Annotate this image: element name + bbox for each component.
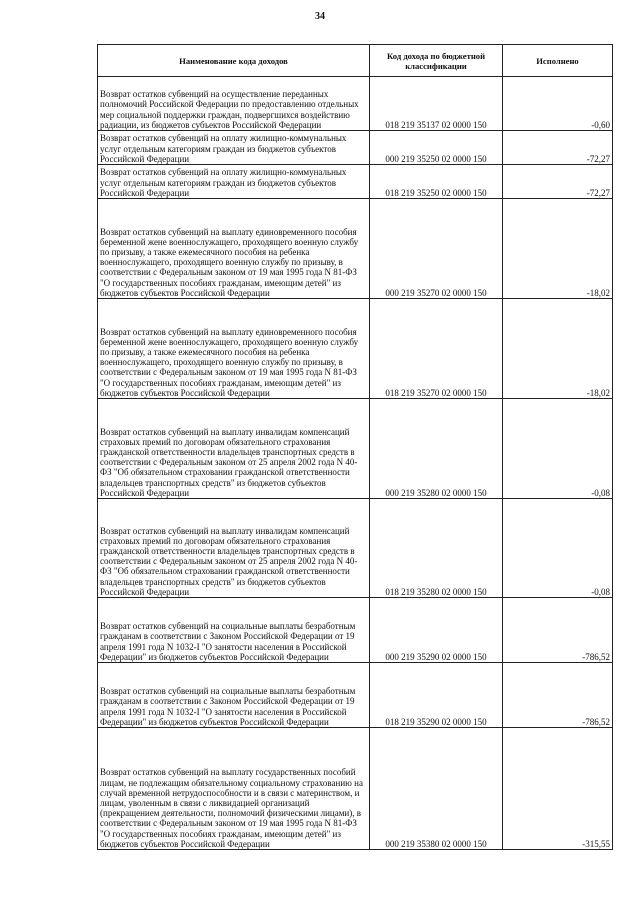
row-executed: -786,52 — [503, 598, 613, 663]
table-row — [98, 199, 613, 299]
row-name: Возврат остатков субвенций на выплату инвалидам компенсаций страховых премий по договорам обязательного страхования гражданской ответственности владельцев транспортных средств в соответствии с Федеральным законом от 25 апреля 2002 года N 40-ФЗ "Об обязательном страховании гражданской ответственности владельцев транспортных средств" из бюджетов субъектов Российской Федерации — [98, 399, 370, 499]
row-code: 000 219 35250 02 0000 150 — [370, 131, 503, 165]
row-name: Возврат остатков субвенций на осуществление переданных полномочий Российской Федерации по предоставлению отдельных мер социальной поддержки граждан, подвергшихся воздействию радиации, из бюджетов субъектов Российской Федерации — [98, 77, 370, 131]
row-code: 000 219 35280 02 0000 150 — [370, 399, 503, 499]
row-name: Возврат остатков субвенций на оплату жилищно-коммунальных услуг отдельным категориям граждан из бюджетов субъектов Российской Федерации — [98, 131, 370, 165]
table-row — [98, 131, 613, 165]
row-name: Возврат остатков субвенций на социальные выплаты безработным гражданам в соответствии с Законом Российской Федерации от 19 апреля 1991 года N 1032-I "О занятости населения в Российской Федерации" из бюджетов субъектов Российской Федерации — [98, 598, 370, 663]
row-executed: -18,02 — [503, 299, 613, 399]
row-executed: -72,27 — [503, 165, 613, 199]
table-row — [98, 299, 613, 399]
row-code: 000 219 35380 02 0000 150 — [370, 728, 503, 850]
row-executed: -0,60 — [503, 77, 613, 131]
row-executed: -0,08 — [503, 499, 613, 598]
row-name: Возврат остатков субвенций на выплату единовременного пособия беременной жене военнослужащего, проходящего военную службу по призыву, а также ежемесячного пособия на ребенка военнослужащего, проходящего военную службу по призыву, в соответствии с Федеральным законом от 19 мая 1995 года N 81-ФЗ "О государственных пособиях гражданам, имеющим детей" из бюджетов субъектов Российской Федерации — [98, 199, 370, 299]
table-row — [98, 499, 613, 598]
table-header-row — [98, 45, 613, 77]
table-row — [98, 399, 613, 499]
row-name: Возврат остатков субвенций на социальные выплаты безработным гражданам в соответствии с Законом Российской Федерации от 19 апреля 1991 года N 1032-I "О занятости населения в Российской Федерации" из бюджетов субъектов Российской Федерации — [98, 663, 370, 728]
row-executed: -0,08 — [503, 399, 613, 499]
header-name: Наименование кода доходов — [98, 45, 370, 77]
row-name: Возврат остатков субвенций на выплату единовременного пособия беременной жене военнослужащего, проходящего военную службу по призыву, а также ежемесячного пособия на ребенка военнослужащего, проходящего военную службу по призыву, в соответствии с Федеральным законом от 19 мая 1995 года N 81-ФЗ "О государственных пособиях гражданам, имеющим детей" из бюджетов субъектов Российской Федерации — [98, 299, 370, 399]
row-executed: -18,02 — [503, 199, 613, 299]
page-number: 34 — [315, 11, 325, 22]
row-code: 000 219 35290 02 0000 150 — [370, 598, 503, 663]
table-row — [98, 165, 613, 199]
table-row — [98, 598, 613, 663]
row-code: 018 219 35137 02 0000 150 — [370, 77, 503, 131]
row-name: Возврат остатков субвенций на выплату инвалидам компенсаций страховых премий по договорам обязательного страхования гражданской ответственности владельцев транспортных средств в соответствии с Федеральным законом от 25 апреля 2002 года N 40-ФЗ "Об обязательном страховании гражданской ответственности владельцев транспортных средств" из бюджетов субъектов Российской Федерации — [98, 499, 370, 598]
row-code: 018 219 35250 02 0000 150 — [370, 165, 503, 199]
row-executed: -72,27 — [503, 131, 613, 165]
table-row — [98, 728, 613, 850]
row-code: 000 219 35270 02 0000 150 — [370, 199, 503, 299]
row-name: Возврат остатков субвенций на оплату жилищно-коммунальных услуг отдельным категориям граждан из бюджетов субъектов Российской Федерации — [98, 165, 370, 199]
header-code: Код дохода по бюджетной классификации — [370, 45, 503, 77]
revenue-codes-table — [97, 44, 613, 850]
table-row — [98, 663, 613, 728]
row-executed: -315,55 — [503, 728, 613, 850]
table-row — [98, 77, 613, 131]
row-executed: -786,52 — [503, 663, 613, 728]
header-executed: Исполнено — [503, 45, 613, 77]
row-code: 018 219 35290 02 0000 150 — [370, 663, 503, 728]
row-code: 018 219 35270 02 0000 150 — [370, 299, 503, 399]
row-name: Возврат остатков субвенций на выплату государственных пособий лицам, не подлежащим обязательному социальному страхованию на случай временной нетрудоспособности и в связи с материнством, и лицам, уволенным в связи с ликвидацией организаций (прекращением деятельности, полномочий физическими лицами), в соответствии с Федеральным законом от 19 мая 1995 года N 81-ФЗ "О государственных пособиях гражданам, имеющим детей" из бюджетов субъектов Российской Федерации — [98, 728, 370, 850]
row-code: 018 219 35280 02 0000 150 — [370, 499, 503, 598]
